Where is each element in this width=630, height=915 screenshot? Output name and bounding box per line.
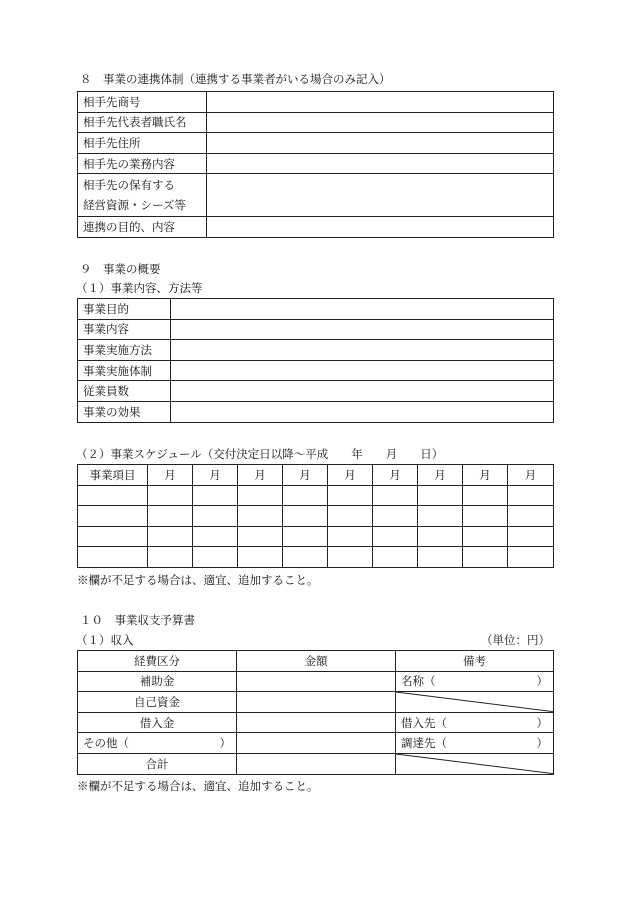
- table-row: [78, 692, 554, 713]
- income-header-row: [78, 651, 554, 672]
- employees-label: 従業員数: [78, 381, 171, 402]
- own-funds-amount-field[interactable]: [237, 692, 396, 713]
- schedule-cell[interactable]: [238, 547, 283, 568]
- month-header: 月: [283, 465, 328, 486]
- table-row: [78, 712, 554, 733]
- table-row: [78, 174, 554, 217]
- partner-representative-label: 相手先代表者職氏名: [78, 112, 207, 133]
- table-row: [78, 401, 554, 422]
- schedule-cell[interactable]: [373, 526, 418, 547]
- schedule-cell[interactable]: [193, 547, 238, 568]
- month-header: 月: [148, 465, 193, 486]
- schedule-cell[interactable]: [193, 485, 238, 506]
- month-header: 月: [463, 465, 508, 486]
- table-row: [78, 112, 554, 133]
- schedule-cell[interactable]: [78, 485, 148, 506]
- own-funds-label: 自己資金: [78, 692, 237, 713]
- schedule-cell[interactable]: [508, 526, 554, 547]
- purpose-label: 事業目的: [78, 299, 171, 320]
- effect-field[interactable]: [171, 401, 554, 422]
- diagonal-line: [396, 692, 553, 712]
- business-overview-table: [77, 298, 554, 423]
- loan-amount-field[interactable]: [237, 712, 396, 733]
- table-row: [78, 526, 554, 547]
- other-label-open: その他（: [83, 736, 129, 751]
- partnership-purpose-field[interactable]: [207, 217, 554, 238]
- table-row: [78, 217, 554, 238]
- schedule-cell[interactable]: [283, 526, 328, 547]
- schedule-cell[interactable]: [508, 485, 554, 506]
- partner-address-field[interactable]: [207, 133, 554, 154]
- schedule-cell[interactable]: [148, 485, 193, 506]
- schedule-cell[interactable]: [328, 506, 373, 527]
- schedule-cell[interactable]: [283, 485, 328, 506]
- section-8-title: ８ 事業の連携体制（連携する事業者がいる場合のみ記入）: [80, 72, 391, 86]
- effect-label: 事業の効果: [78, 401, 171, 422]
- loan-remarks-close: ）: [536, 715, 548, 730]
- partner-address-label: 相手先住所: [78, 133, 207, 154]
- schedule-cell[interactable]: [463, 485, 508, 506]
- other-amount-field[interactable]: [237, 733, 396, 754]
- loan-remarks-open: 借入先（: [401, 715, 447, 730]
- schedule-cell[interactable]: [238, 506, 283, 527]
- table-row: [78, 506, 554, 527]
- schedule-cell[interactable]: [148, 526, 193, 547]
- section-9-2-title: （２）事業スケジュール（交付決定日以降～平成 年 月 日）: [76, 447, 444, 461]
- schedule-cell[interactable]: [373, 506, 418, 527]
- schedule-header-row: [78, 465, 554, 486]
- employees-field[interactable]: [171, 381, 554, 402]
- partner-name-label: 相手先商号: [78, 92, 207, 113]
- table-row: [78, 753, 554, 774]
- partner-resources-label-line2: 経営資源・シーズ等: [83, 198, 186, 213]
- table-row: [78, 299, 554, 320]
- schedule-cell[interactable]: [373, 485, 418, 506]
- content-field[interactable]: [171, 319, 554, 340]
- amount-header: 金額: [237, 651, 396, 672]
- partner-name-field[interactable]: [207, 92, 554, 113]
- total-label: 合計: [78, 753, 237, 774]
- month-header: 月: [328, 465, 373, 486]
- month-header: 月: [508, 465, 554, 486]
- diagonal-line: [396, 754, 553, 774]
- partner-resources-label: [78, 174, 207, 217]
- schedule-cell[interactable]: [508, 506, 554, 527]
- schedule-cell[interactable]: [418, 506, 463, 527]
- schedule-cell[interactable]: [418, 526, 463, 547]
- partner-representative-field[interactable]: [207, 112, 554, 133]
- other-remarks-open: 調達先（: [401, 736, 447, 751]
- partner-resources-field[interactable]: [207, 174, 554, 217]
- partner-business-label: 相手先の業務内容: [78, 153, 207, 174]
- table-row: [78, 547, 554, 568]
- schedule-cell[interactable]: [283, 547, 328, 568]
- schedule-cell[interactable]: [148, 506, 193, 527]
- own-funds-remarks-crossed: [396, 692, 554, 713]
- table-row: [78, 485, 554, 506]
- schedule-cell[interactable]: [463, 547, 508, 568]
- subsidy-remarks-close: ）: [536, 674, 548, 689]
- partner-business-field[interactable]: [207, 153, 554, 174]
- schedule-cell[interactable]: [193, 526, 238, 547]
- schedule-cell[interactable]: [328, 526, 373, 547]
- table-row: [78, 153, 554, 174]
- section-9-title: ９ 事業の概要: [80, 262, 161, 276]
- schedule-cell[interactable]: [238, 485, 283, 506]
- partnership-purpose-label: 連携の目的、内容: [78, 217, 207, 238]
- schedule-cell[interactable]: [78, 526, 148, 547]
- schedule-cell[interactable]: [78, 547, 148, 568]
- schedule-cell[interactable]: [328, 547, 373, 568]
- total-amount-field[interactable]: [237, 753, 396, 774]
- schedule-cell[interactable]: [238, 526, 283, 547]
- table-row: [78, 360, 554, 381]
- schedule-cell[interactable]: [373, 547, 418, 568]
- loan-remarks-field[interactable]: [396, 712, 554, 733]
- section-10-1-title: （１）収入: [76, 633, 134, 647]
- content-label: 事業内容: [78, 319, 171, 340]
- month-header: 月: [418, 465, 463, 486]
- schedule-cell[interactable]: [148, 547, 193, 568]
- schedule-table: [77, 464, 554, 568]
- subsidy-remarks-field[interactable]: [396, 671, 554, 692]
- loan-label: 借入金: [78, 712, 237, 733]
- table-row: [78, 381, 554, 402]
- schedule-cell[interactable]: [193, 506, 238, 527]
- table-row: [78, 340, 554, 361]
- other-label-close: ）: [219, 736, 231, 751]
- table-row: [78, 92, 554, 113]
- schedule-cell[interactable]: [328, 485, 373, 506]
- schedule-cell[interactable]: [418, 485, 463, 506]
- total-remarks-crossed: [396, 753, 554, 774]
- schedule-item-header: 事業項目: [78, 465, 148, 486]
- month-header: 月: [238, 465, 283, 486]
- other-remarks-close: ）: [536, 736, 548, 751]
- method-label: 事業実施方法: [78, 340, 171, 361]
- structure-field[interactable]: [171, 360, 554, 381]
- schedule-cell[interactable]: [463, 506, 508, 527]
- income-note: ※欄が不足する場合は、適宜、追加すること。: [77, 779, 319, 793]
- expense-category-header: 経費区分: [78, 651, 237, 672]
- table-row: [78, 733, 554, 754]
- subsidy-amount-field[interactable]: [237, 671, 396, 692]
- purpose-field[interactable]: [171, 299, 554, 320]
- schedule-cell[interactable]: [78, 506, 148, 527]
- table-row: [78, 133, 554, 154]
- schedule-cell[interactable]: [508, 547, 554, 568]
- schedule-cell[interactable]: [463, 526, 508, 547]
- schedule-cell[interactable]: [418, 547, 463, 568]
- unit-label: （単位：円）: [481, 633, 550, 647]
- other-remarks-field[interactable]: [396, 733, 554, 754]
- table-row: [78, 671, 554, 692]
- month-header: 月: [193, 465, 238, 486]
- structure-label: 事業実施体制: [78, 360, 171, 381]
- partnership-table: [77, 91, 554, 238]
- subsidy-label: 補助金: [78, 671, 237, 692]
- partner-resources-label-line1: 相手先の保有する: [83, 178, 175, 193]
- schedule-cell[interactable]: [283, 506, 328, 527]
- method-field[interactable]: [171, 340, 554, 361]
- section-9-1-title: （１）事業内容、方法等: [76, 281, 203, 295]
- month-header: 月: [373, 465, 418, 486]
- schedule-note: ※欄が不足する場合は、適宜、追加すること。: [77, 573, 319, 587]
- section-10-title: １０ 事業収支予算書: [80, 613, 195, 627]
- subsidy-remarks-open: 名称（: [401, 674, 436, 689]
- income-table: [77, 650, 554, 775]
- other-label: [78, 733, 237, 754]
- remarks-header: 備考: [396, 651, 554, 672]
- table-row: [78, 319, 554, 340]
